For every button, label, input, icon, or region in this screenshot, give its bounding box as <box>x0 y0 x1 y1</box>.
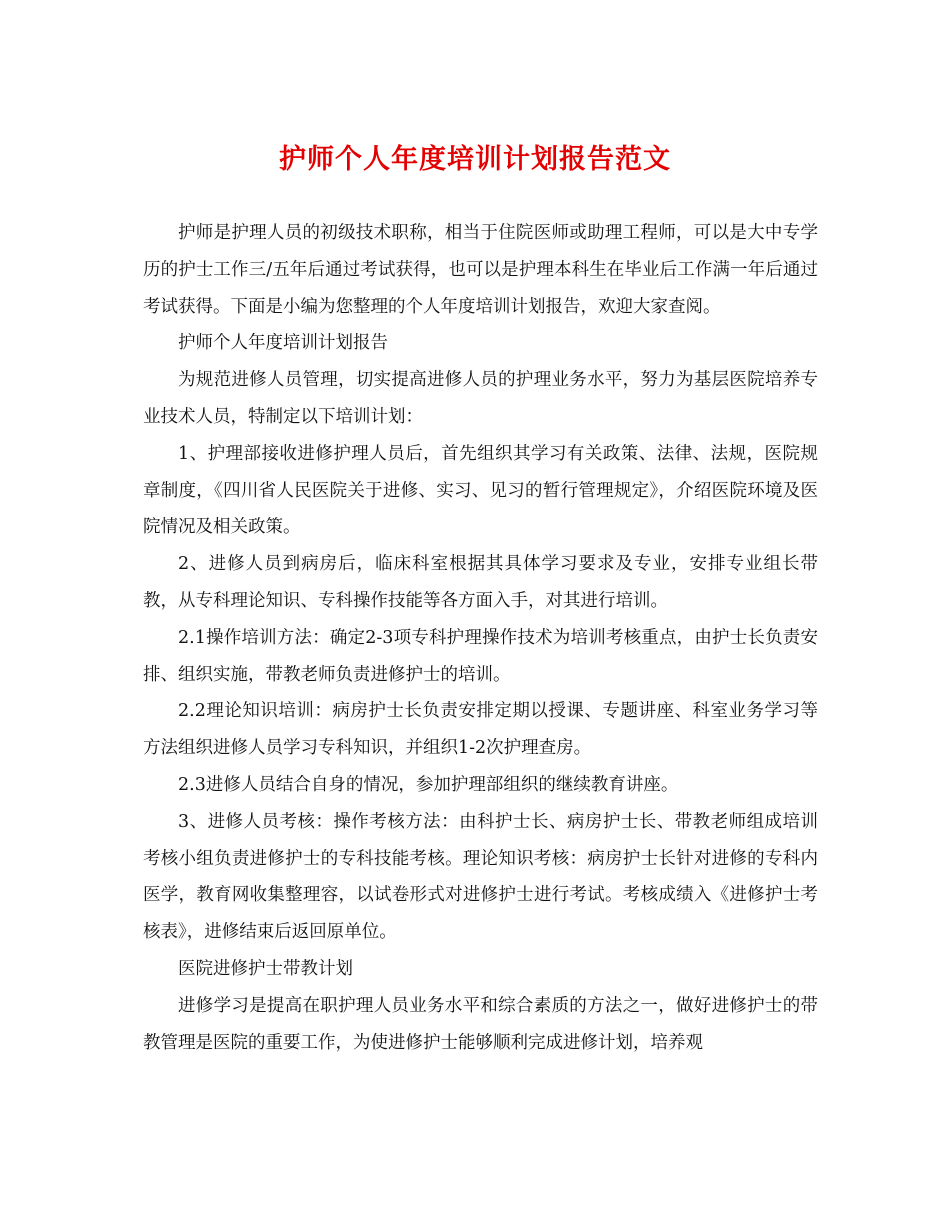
paragraph-purpose: 为规范进修人员管理，切实提高进修人员的护理业务水平，努力为基层医院培养专业技术人员，特制定以下培训计划： <box>143 370 818 427</box>
paragraph-item-1: 1、护理部接收进修护理人员后，首先组织其学习有关政策、法律、法规，医院规章制度，《四川省人民医院关于进修、实习、见习的暂行管理规定》，介绍医院环境及医院情况及相关政策。 <box>143 443 818 538</box>
paragraph-intro: 护师是护理人员的初级技术职称，相当于住院医师或助理工程师，可以是大中专学历的护士工作三/五年后通过考试获得，也可以是护理本科生在毕业后工作满一年后通过考试获得。下面是小编为您整理的个人年度培训计划报告，欢迎大家查阅。 <box>143 223 818 317</box>
paragraph-item-2-1: 2.1操作培训方法：确定2-3项专科护理操作技术为培训考核重点，由护士长负责安排、组织实施，带教老师负责进修护士的培训。 <box>143 627 818 685</box>
paragraph-subheading-teaching: 医院进修护士带教计划 <box>178 958 353 979</box>
document-body <box>143 215 818 1061</box>
paragraph-item-3: 3、进修人员考核：操作考核方法：由科护士长、病房护士长、带教老师组成培训考核小组负责进修护士的专科技能考核。理论知识考核：病房护士长针对进修的专科内医学，教育网收集整理容，以试卷形式对进修护士进行考试。考核成绩入《进修护士考核表》，进修结束后返回原单位。 <box>143 811 818 943</box>
document-title: 护师个人年度培训计划报告范文 <box>279 144 671 175</box>
paragraph-teaching-intro: 进修学习是提高在职护理人员业务水平和综合素质的方法之一，做好进修护士的带教管理是医院的重要工作，为使进修护士能够顺利完成进修计划，培养观 <box>143 995 818 1053</box>
paragraph-item-2-2: 2.2理论知识培训：病房护士长负责安排定期以授课、专题讲座、科室业务学习等方法组织进修人员学习专科知识，并组织1-2次护理查房。 <box>143 701 818 759</box>
paragraph-item-2-3: 2.3进修人员结合自身的情况，参加护理部组织的继续教育讲座。 <box>178 774 679 795</box>
paragraph-subheading-plan: 护师个人年度培训计划报告 <box>178 333 388 354</box>
paragraph-item-2: 2、进修人员到病房后，临床科室根据其具体学习要求及专业，安排专业组长带教，从专科理论知识、专科操作技能等各方面入手，对其进行培训。 <box>143 554 818 611</box>
